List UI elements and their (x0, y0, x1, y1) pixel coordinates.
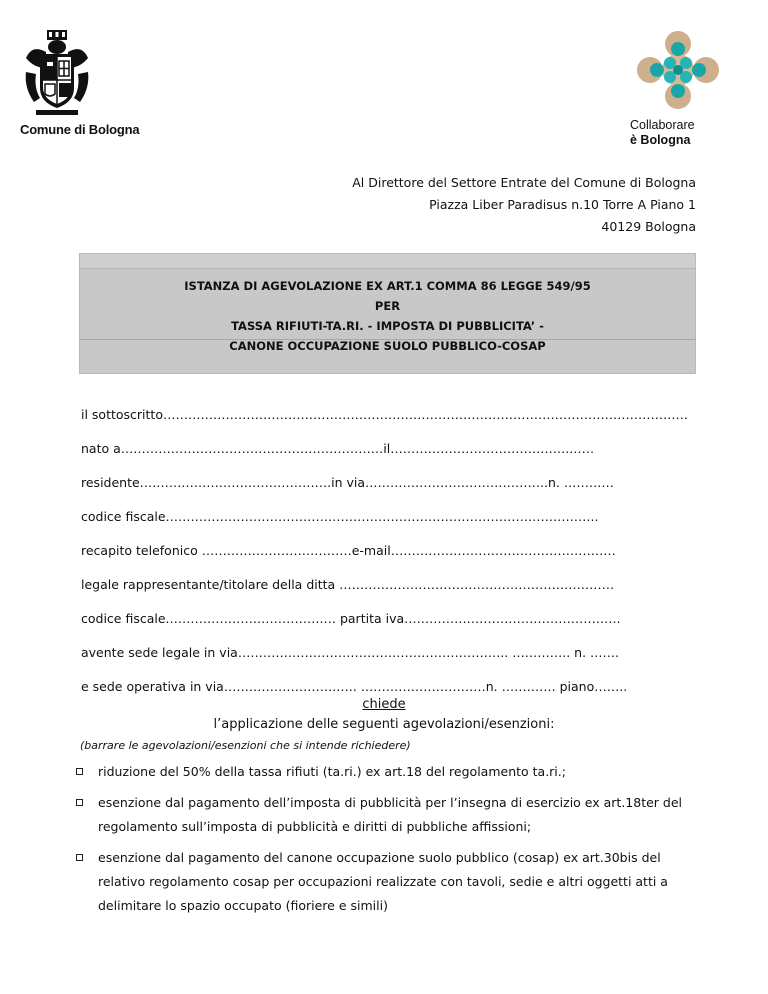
title-box-band (80, 254, 695, 269)
field-sede-legale[interactable]: avente sede legale in via……………………………………………………….. ………….. n. ……. (81, 645, 620, 660)
field-sottoscritto[interactable]: il sottoscritto……………………………………………………………………………………………………………… (81, 407, 688, 422)
field-legale-rappresentante[interactable]: legale rappresentante/titolare della ditta ………………………………………………………… (81, 577, 615, 592)
checkbox-pubblicita[interactable] (76, 799, 83, 806)
comune-di-bologna-logo (20, 28, 160, 137)
field-codice-fiscale-partita-iva[interactable]: codice fiscale.……………………………….… partita iva……………………………………………. (81, 611, 621, 626)
option-tari (76, 760, 696, 784)
coat-of-arms-icon (22, 28, 92, 120)
collaborare-caption-line2: è Bologna (630, 133, 691, 147)
option-cosap-label: esenzione dal pagamento del canone occupazione suolo pubblico (cosap) ex art.30bis del relativo regolamento cosap per occupazioni realizzate con tavoli, sedie e altri oggetti atti a delimitare lo spazio occupato (fioriere e simili) (98, 850, 668, 913)
applicant-fields (81, 405, 691, 711)
collaborare-mark-icon (630, 30, 726, 112)
collaborare-caption-line1: Collaborare (630, 118, 695, 132)
request-note: (barrare le agevolazioni/esenzioni che si intende richiedere) (80, 739, 411, 752)
document-title (80, 276, 695, 356)
collaborare-logo (630, 30, 730, 148)
address-line-2: Piazza Liber Paradisus n.10 Torre A Piano 1 (429, 197, 696, 212)
recipient-address (352, 172, 696, 238)
collaborare-caption (630, 118, 730, 148)
option-tari-label: riduzione del 50% della tassa rifiuti (ta.ri.) ex art.18 del regolamento ta.ri.; (98, 764, 566, 779)
request-options (76, 760, 696, 925)
field-nato-a[interactable]: nato a………………………………………………………il…………………………………….…… (81, 441, 595, 456)
field-recapito-telefonico[interactable]: recapito telefonico ………………………………e-mail……………………………………………… (81, 543, 616, 558)
option-cosap (76, 846, 696, 918)
comune-caption: Comune di Bologna (20, 122, 140, 137)
title-line-2: PER (374, 299, 401, 313)
address-line-1: Al Direttore del Settore Entrate del Comune di Bologna (352, 175, 696, 190)
title-line-1: ISTANZA DI AGEVOLAZIONE EX ART.1 COMMA 86 LEGGE 549/95 (184, 279, 591, 293)
request-heading-block (0, 695, 768, 735)
checkbox-tari[interactable] (76, 768, 83, 775)
field-residente[interactable]: residente……………………………………….in via……………………………………..n. ………… (81, 475, 614, 490)
request-heading: chiede (362, 697, 406, 712)
field-sede-operativa[interactable]: e sede operativa in via……………………….…. …………………………n. …………. piano…….. (81, 679, 628, 694)
field-codice-fiscale[interactable]: codice fiscale………………………………………………………………………………………….. (81, 509, 599, 524)
request-subheading: l’applicazione delle seguenti agevolazioni/esenzioni: (213, 717, 555, 732)
checkbox-cosap[interactable] (76, 854, 83, 861)
document-title-box (79, 253, 696, 374)
address-line-3: 40129 Bologna (601, 219, 696, 234)
option-pubblicita-label: esenzione dal pagamento dell’imposta di pubblicità per l’insegna di esercizio ex art.18ter del regolamento sull’imposta di pubblicità e diritti di pubbliche affissioni; (98, 795, 683, 834)
title-line-3: TASSA RIFIUTI-TA.RI. - IMPOSTA DI PUBBLICITA’ - (231, 319, 544, 333)
title-line-4: CANONE OCCUPAZIONE SUOLO PUBBLICO-COSAP (229, 339, 546, 353)
option-pubblicita (76, 791, 696, 839)
